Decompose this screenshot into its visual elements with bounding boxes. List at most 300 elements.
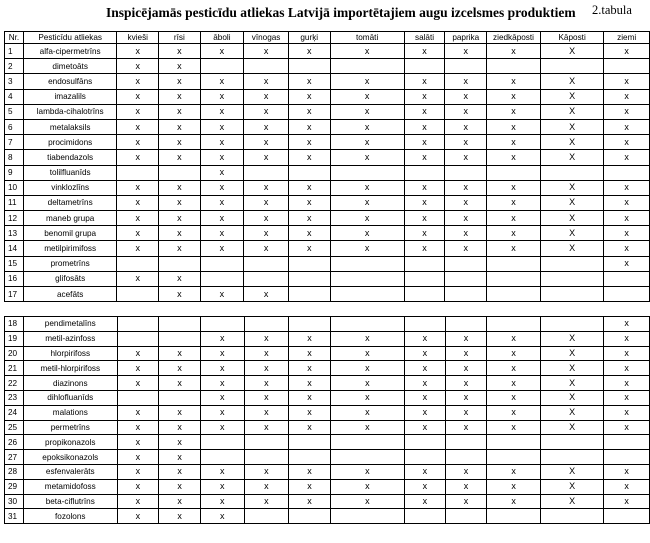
mark-cell: x [159,195,201,210]
mark-cell: x [487,479,541,494]
row-number: 16 [5,271,24,286]
mark-cell: x [404,195,445,210]
mark-cell: x [200,287,244,302]
row-number: 25 [5,420,24,435]
mark-cell [244,256,289,271]
mark-cell: x [487,376,541,391]
mark-cell: x [445,44,487,59]
mark-cell: x [200,405,244,420]
mark-cell: x [330,150,404,165]
mark-cell: x [159,287,201,302]
mark-cell: x [159,59,201,74]
table-row [5,405,650,420]
mark-cell: x [330,74,404,89]
mark-cell: x [200,376,244,391]
mark-cell: x [159,44,201,59]
mark-cell: x [200,331,244,346]
table-row [5,317,650,332]
table-row [5,44,650,59]
mark-cell: x [159,420,201,435]
mark-cell: x [405,420,446,435]
mark-cell: x [487,361,541,376]
mark-cell: x [244,44,289,59]
mark-cell: x [487,464,541,479]
row-number: 6 [5,119,24,134]
mark-cell [540,165,603,180]
mark-cell: x [200,464,244,479]
mark-cell: x [159,74,201,89]
mark-cell: x [330,494,404,509]
pesticide-name: endosulfāns [23,74,117,89]
table-row [5,89,650,104]
mark-cell: X [540,44,603,59]
mark-cell: x [487,44,541,59]
column-header: Pesticīdu atliekas [23,32,117,44]
mark-cell: x [604,44,650,59]
mark-cell: X [540,89,603,104]
mark-cell: x [405,479,446,494]
mark-cell: x [487,89,541,104]
table-row [5,390,650,405]
mark-cell: x [487,104,541,119]
table-row [5,450,650,465]
table-row [5,211,650,226]
table-row [5,509,650,524]
mark-cell: x [330,479,404,494]
mark-cell [487,165,541,180]
column-header: kvieši [117,32,159,44]
mark-cell: x [404,89,445,104]
mark-cell: x [200,211,244,226]
mark-cell: x [604,89,650,104]
mark-cell [604,450,650,465]
mark-cell [330,509,404,524]
page-title: Inspicējamās pesticīdu atliekas Latvijā importētajiem augu izcelsmes produktiem [106,5,576,20]
mark-cell: x [604,74,650,89]
mark-cell: x [288,119,330,134]
mark-cell: x [117,361,159,376]
mark-cell: x [487,390,541,405]
mark-cell: x [200,74,244,89]
mark-cell: x [244,135,289,150]
table-row [5,346,650,361]
table-row [5,119,650,134]
mark-cell: x [200,361,244,376]
mark-cell: x [288,74,330,89]
mark-cell: x [200,119,244,134]
mark-cell: x [244,104,289,119]
column-header: ziedkāposti [487,32,541,44]
pesticide-name: malations [23,405,117,420]
mark-cell: x [604,135,650,150]
row-number: 10 [5,180,24,195]
table-row [5,420,650,435]
mark-cell [330,435,404,450]
mark-cell: x [487,241,541,256]
mark-cell: X [540,464,603,479]
mark-cell: x [289,405,331,420]
column-header: Nr. [5,32,24,44]
mark-cell [200,317,244,332]
mark-cell [540,509,603,524]
mark-cell: x [288,241,330,256]
mark-cell: X [540,420,603,435]
mark-cell: x [289,479,331,494]
row-number: 11 [5,195,24,210]
mark-cell: x [159,346,201,361]
mark-cell: x [117,464,159,479]
table-label: 2.tabula [592,3,632,17]
mark-cell: x [117,494,159,509]
row-number: 19 [5,331,24,346]
mark-cell [604,165,650,180]
mark-cell: x [405,346,446,361]
mark-cell: x [117,226,159,241]
mark-cell: X [540,104,603,119]
mark-cell: x [330,361,404,376]
row-number: 30 [5,494,24,509]
mark-cell [244,509,289,524]
mark-cell: x [289,346,331,361]
mark-cell: x [330,119,404,134]
column-header: āboli [200,32,244,44]
mark-cell: x [405,361,446,376]
table-row [5,271,650,286]
mark-cell: x [445,361,487,376]
mark-cell [540,435,603,450]
mark-cell [604,509,650,524]
mark-cell: x [117,135,159,150]
mark-cell [289,509,331,524]
mark-cell: x [244,119,289,134]
mark-cell [604,287,650,302]
mark-cell: x [404,211,445,226]
mark-cell [487,59,541,74]
mark-cell: x [445,494,487,509]
mark-cell [244,317,289,332]
table-row [5,59,650,74]
mark-cell: x [405,390,446,405]
pesticide-name: glifosāts [23,271,117,286]
column-header: salāti [404,32,445,44]
mark-cell: x [200,165,244,180]
mark-cell [289,450,331,465]
mark-cell: x [117,211,159,226]
mark-cell: x [604,405,650,420]
mark-cell: x [200,509,244,524]
mark-cell [159,331,201,346]
mark-cell: x [330,331,404,346]
mark-cell: x [330,195,404,210]
pesticide-name: lambda-cihalotrīns [23,104,117,119]
table-row [5,150,650,165]
pesticide-name: vinklozlīns [23,180,117,195]
mark-cell: x [244,346,289,361]
mark-cell: x [445,135,487,150]
table-row [5,331,650,346]
mark-cell: x [405,464,446,479]
mark-cell: x [445,346,487,361]
row-number: 27 [5,450,24,465]
mark-cell: x [117,376,159,391]
mark-cell: x [117,89,159,104]
table-row [5,287,650,302]
pesticide-name: beta-ciflutrīns [23,494,117,509]
column-header: Kāposti [540,32,603,44]
mark-cell: x [159,464,201,479]
mark-cell [405,450,446,465]
mark-cell [487,435,541,450]
mark-cell: x [159,479,201,494]
mark-cell [330,287,404,302]
mark-cell [540,287,603,302]
mark-cell: x [487,195,541,210]
row-number: 15 [5,256,24,271]
mark-cell: x [200,150,244,165]
row-number: 18 [5,317,24,332]
mark-cell: X [540,180,603,195]
mark-cell [604,271,650,286]
mark-cell [117,165,159,180]
mark-cell [330,256,404,271]
table-row [5,195,650,210]
table-row [5,464,650,479]
mark-cell [244,59,289,74]
pesticide-name: fozolons [23,509,117,524]
table-row [5,135,650,150]
mark-cell: x [200,135,244,150]
mark-cell: x [404,74,445,89]
mark-cell: x [244,74,289,89]
mark-cell: x [487,180,541,195]
mark-cell: x [604,479,650,494]
pesticide-name: epoksikonazols [23,450,117,465]
mark-cell: x [405,405,446,420]
mark-cell: x [159,226,201,241]
pesticide-name: procimidons [23,135,117,150]
mark-cell: x [487,420,541,435]
mark-cell [330,271,404,286]
mark-cell: x [200,89,244,104]
mark-cell: x [487,150,541,165]
mark-cell [159,256,201,271]
mark-cell [445,165,487,180]
row-number: 29 [5,479,24,494]
column-header: tomāti [330,32,404,44]
mark-cell: x [244,226,289,241]
mark-cell [487,256,541,271]
mark-cell: x [159,150,201,165]
pesticide-name: maneb grupa [23,211,117,226]
mark-cell: x [200,180,244,195]
mark-cell: x [288,89,330,104]
mark-cell: x [288,135,330,150]
pesticide-name: metamidofoss [23,479,117,494]
mark-cell [330,59,404,74]
row-number: 12 [5,211,24,226]
mark-cell [445,59,487,74]
table-row [5,361,650,376]
mark-cell: x [117,479,159,494]
mark-cell: x [604,346,650,361]
mark-cell: x [404,135,445,150]
mark-cell [540,59,603,74]
mark-cell: x [288,226,330,241]
mark-cell: x [405,494,446,509]
row-number: 14 [5,241,24,256]
row-number: 9 [5,165,24,180]
mark-cell: x [445,405,487,420]
mark-cell [445,435,487,450]
row-number: 28 [5,464,24,479]
mark-cell: x [487,346,541,361]
column-header: vīnogas [244,32,289,44]
mark-cell [445,509,487,524]
mark-cell: x [117,195,159,210]
mark-cell [405,317,446,332]
row-number: 31 [5,509,24,524]
mark-cell: x [445,74,487,89]
mark-cell [117,287,159,302]
pesticide-name: metil-azinfoss [23,331,117,346]
pesticide-name: propikonazols [23,435,117,450]
table-row [5,165,650,180]
mark-cell: x [244,464,289,479]
mark-cell: x [604,361,650,376]
mark-cell: x [200,226,244,241]
pesticide-name: deltametrīns [23,195,117,210]
mark-cell: x [288,44,330,59]
table-row [5,180,650,195]
mark-cell: x [159,376,201,391]
mark-cell: x [405,331,446,346]
mark-cell: x [404,241,445,256]
pesticide-name: prometrīns [23,256,117,271]
pesticide-name: dimetoāts [23,59,117,74]
table-row [5,376,650,391]
pesticide-name: benomil grupa [23,226,117,241]
mark-cell: x [604,241,650,256]
mark-cell: x [200,346,244,361]
mark-cell [288,271,330,286]
mark-cell: x [289,464,331,479]
mark-cell: x [604,256,650,271]
mark-cell: x [330,405,404,420]
mark-cell [604,59,650,74]
mark-cell: x [330,226,404,241]
mark-cell [288,59,330,74]
row-number: 3 [5,74,24,89]
mark-cell: x [159,135,201,150]
mark-cell: x [604,376,650,391]
mark-cell: X [540,479,603,494]
mark-cell: x [330,420,404,435]
mark-cell [289,435,331,450]
column-header: ziemi [604,32,650,44]
mark-cell: x [330,346,404,361]
mark-cell: x [289,361,331,376]
mark-cell: x [289,331,331,346]
mark-cell [604,435,650,450]
pesticide-name: metilpirimifoss [23,241,117,256]
pesticide-name: pendimetalīns [23,317,117,332]
table-row [5,479,650,494]
mark-cell [288,165,330,180]
mark-cell: x [330,44,404,59]
mark-cell: x [445,195,487,210]
column-header: gurķi [288,32,330,44]
mark-cell: X [540,390,603,405]
mark-cell [289,317,331,332]
mark-cell [117,390,159,405]
mark-cell [540,256,603,271]
mark-cell [159,165,201,180]
mark-cell: x [289,390,331,405]
mark-cell: x [288,195,330,210]
row-number: 4 [5,89,24,104]
mark-cell: x [604,331,650,346]
mark-cell [540,450,603,465]
table-row [5,74,650,89]
mark-cell: X [540,405,603,420]
mark-cell: x [288,211,330,226]
mark-cell: X [540,494,603,509]
mark-cell [288,256,330,271]
pesticide-name: alfa-cipermetrīns [23,44,117,59]
mark-cell [244,450,289,465]
mark-cell: x [604,104,650,119]
mark-cell: x [200,104,244,119]
pesticide-table-part1 [4,31,650,302]
mark-cell: x [330,241,404,256]
mark-cell [244,165,289,180]
mark-cell: x [604,211,650,226]
mark-cell: x [445,390,487,405]
pesticide-name: acefāts [23,287,117,302]
mark-cell [288,287,330,302]
mark-cell: x [117,346,159,361]
mark-cell: x [244,390,289,405]
row-number: 7 [5,135,24,150]
mark-cell: x [244,420,289,435]
pesticide-name: metil-hlorpirifoss [23,361,117,376]
mark-cell: x [117,74,159,89]
mark-cell [540,317,603,332]
mark-cell: x [330,464,404,479]
table-row [5,435,650,450]
mark-cell: x [487,405,541,420]
mark-cell: x [117,180,159,195]
mark-cell [404,271,445,286]
mark-cell: x [200,479,244,494]
mark-cell: x [244,195,289,210]
mark-cell: x [404,44,445,59]
mark-cell: x [117,241,159,256]
mark-cell: x [159,119,201,134]
mark-cell: x [244,150,289,165]
mark-cell: x [487,226,541,241]
mark-cell: x [159,211,201,226]
mark-cell [404,59,445,74]
mark-cell: x [330,390,404,405]
mark-cell: x [487,135,541,150]
mark-cell [117,317,159,332]
mark-cell: x [244,241,289,256]
mark-cell [200,59,244,74]
mark-cell: X [540,241,603,256]
row-number: 26 [5,435,24,450]
mark-cell: x [200,390,244,405]
